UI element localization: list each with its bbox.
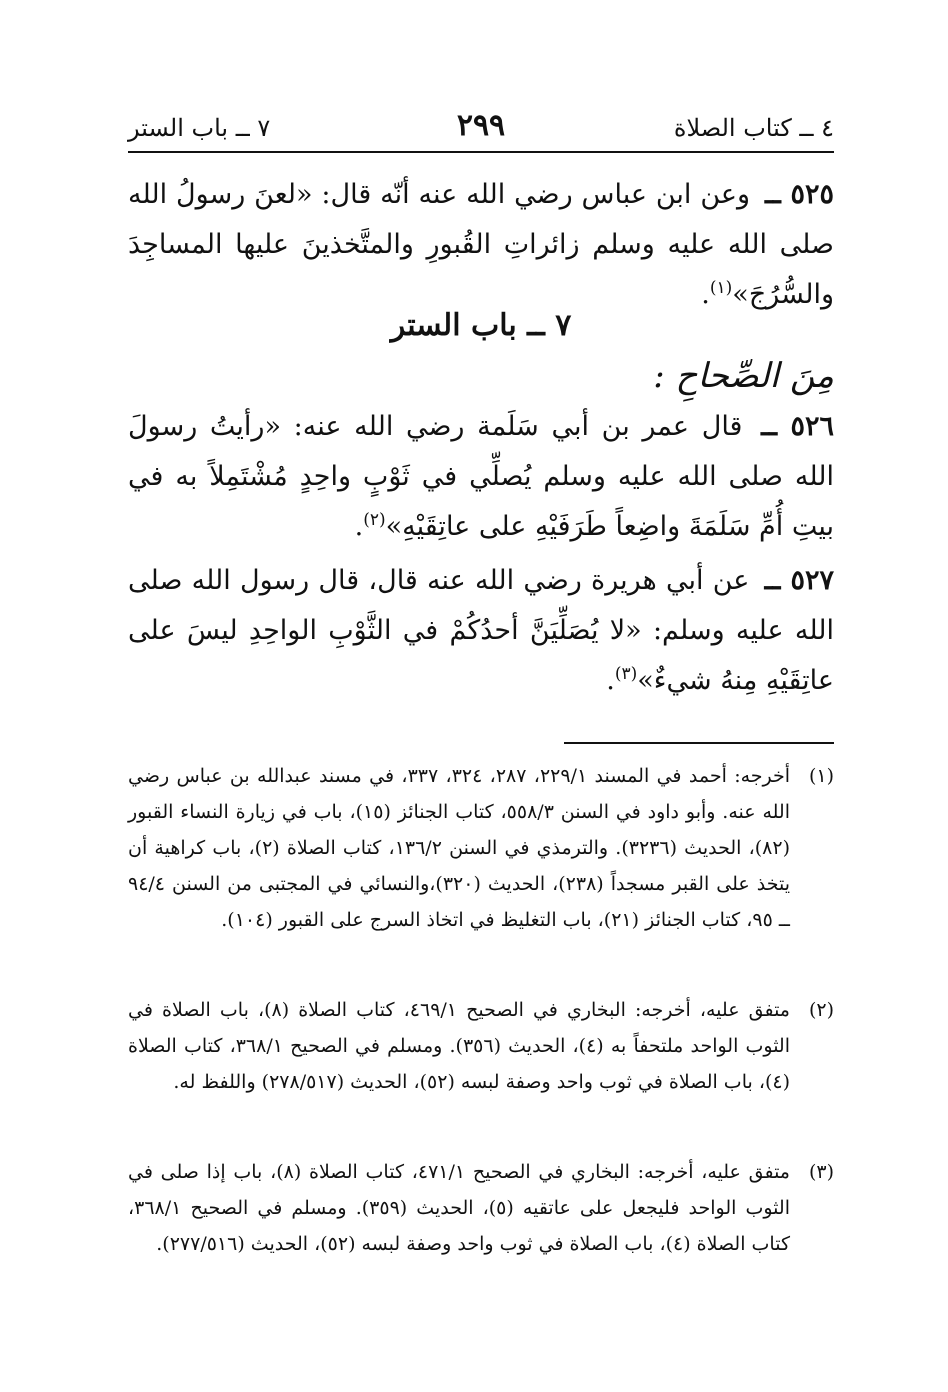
hadith-525 [128, 170, 834, 320]
footnote-ref: (١) [709, 278, 733, 298]
hadith-526 [128, 402, 834, 552]
footnote-divider [564, 742, 834, 744]
footnote-text: أخرجه: أحمد في المسند ٢٢٩/١، ٢٨٧، ٣٢٤، ٣٣٧، في مسند عبدالله بن عباس رضي الله عنه. وأبو داود في السنن ٥٥٨/٣، كتاب الجنائز (١٥)، باب في زيارة النساء القبور (٨٢)، الحديث (٣٢٣٦). والترمذي في السنن ١٣٦/٢، كتاب الصلاة (٢)، باب كراهية أن يتخذ على القبر مسجداً (٢٣٨)، الحديث (٣٢٠)،والنسائي في المجتبى من السنن ٩٤/٤ ــ ٩٥، كتاب الجنائز (٢١)، باب التغليظ في اتخاذ السرج على القبور (١٠٤). [128, 765, 791, 931]
hadith-text: عن أبي هريرة رضي الله عنه قال، قال رسول الله صلى الله عليه وسلم: «لا يُصَلِّيَنَّ أحدُكُمْ في الثَّوْبِ الواحِدِ ليسَ على عاتِقَيْهِ مِنهُ شيءٌ» [128, 565, 834, 696]
hadith-527 [128, 556, 834, 706]
hadith-end: . [701, 279, 710, 310]
hadith-text: وعن ابن عباس رضي الله عنه أنّه قال: «لعنَ رسولُ الله صلى الله عليه وسلم زائراتِ القُبورِ والمتَّخذينَ عليها المساجِدَ والسُّرُجَ» [128, 179, 834, 310]
footnote-3 [128, 1154, 834, 1262]
header-divider [128, 151, 834, 153]
section-heading: ٧ ــ باب الستر [128, 114, 271, 142]
hadith-text: قال عمر بن أبي سَلَمة رضي الله عنه: «رأيتُ رسولَ الله صلى الله عليه وسلم يُصلِّي في ثَوْبٍ واحِدٍ مُشْتَمِلاً به في بيتِ أُمِّ سَلَمَةَ واضِعاً طَرَفَيْهِ على عاتِقَيْهِ» [128, 411, 834, 542]
page-number: ٢٩٩ [456, 108, 506, 143]
footnote-1 [128, 758, 834, 938]
hadith-number: ٥٢٥ ــ [764, 179, 834, 210]
subheading: مِنَ الصِّحاحِ : [653, 356, 834, 396]
footnote-marker: (٣) [808, 1161, 834, 1183]
hadith-number: ٥٢٦ ــ [761, 411, 834, 442]
footnote-ref: (٢) [363, 510, 386, 530]
footnote-2 [128, 992, 834, 1100]
footnote-marker: (٢) [808, 999, 834, 1021]
footnote-text: متفق عليه، أخرجه: البخاري في الصحيح ٤٦٩/١، كتاب الصلاة (٨)، باب الصلاة في الثوب الواحد ملتحفاً به (٤)، الحديث (٣٥٦). ومسلم في الصحيح ٣٦٨/١، كتاب الصلاة (٤)، باب الصلاة في ثوب واحد وصفة لبسه (٥٢)، الحديث (٢٧٨/٥١٧) واللفظ له. [128, 999, 791, 1093]
chapter-heading: ٤ ــ كتاب الصلاة [673, 114, 834, 142]
running-head [128, 108, 834, 148]
hadith-end: . [354, 511, 364, 542]
hadith-number: ٥٢٧ ــ [764, 565, 834, 596]
section-title: ٧ ــ باب الستر [390, 308, 572, 343]
hadith-end: . [606, 665, 615, 696]
footnote-text: متفق عليه، أخرجه: البخاري في الصحيح ٤٧١/١، كتاب الصلاة (٨)، باب إذا صلى في الثوب الواحد فليجعل على عاتقيه (٥)، الحديث (٣٥٩). ومسلم في الصحيح ٣٦٨/١، كتاب الصلاة (٤)، باب الصلاة في ثوب واحد وصفة لبسه (٥٢)، الحديث (٢٧٧/٥١٦). [128, 1161, 790, 1255]
footnote-ref: (٣) [614, 664, 638, 684]
footnote-marker: (١) [808, 765, 834, 787]
